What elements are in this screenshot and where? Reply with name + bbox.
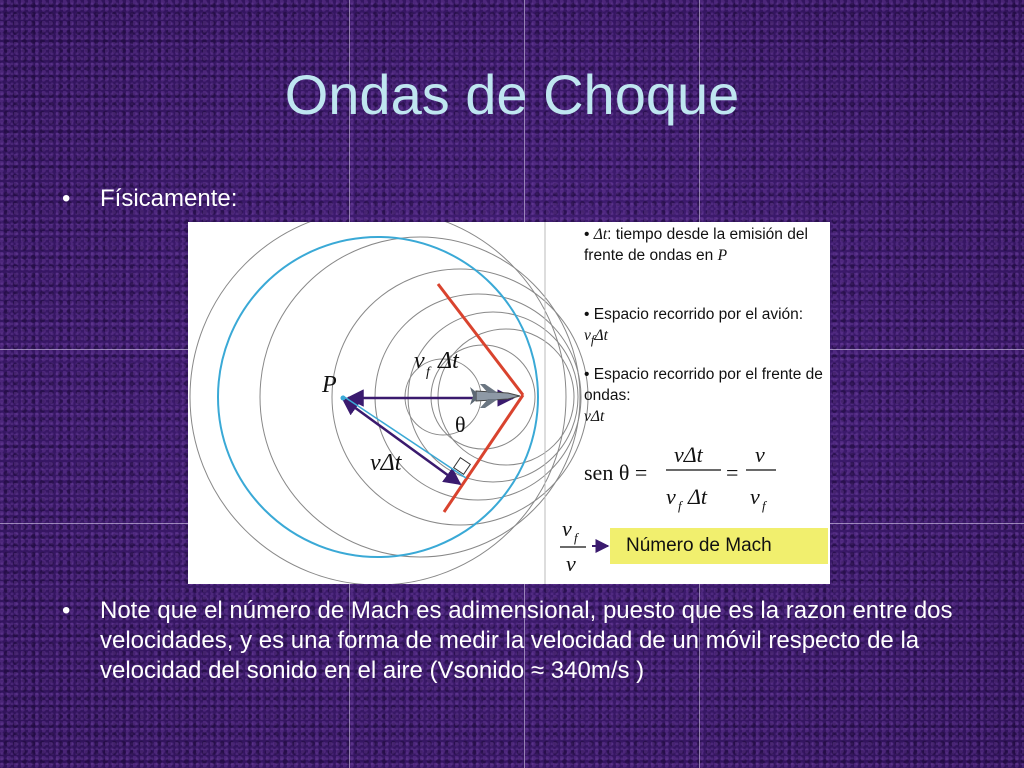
formula-den1-sub: f <box>678 498 682 513</box>
formula-den1-dt: Δt <box>688 484 708 509</box>
point-p-label: P <box>322 372 337 398</box>
note-p: P <box>717 247 728 264</box>
note-text: : tiempo desde la emisión del frente de ondas en <box>584 226 808 264</box>
note-text: • Espacio recorrido por el frente de ondas: <box>584 366 823 404</box>
shock-line-upper <box>438 284 523 395</box>
mach-ratio <box>560 516 586 576</box>
ratio-den: v <box>566 551 576 576</box>
formula-sen: sen θ = <box>584 460 648 485</box>
formula-den2-sub: f <box>762 498 766 513</box>
shock-wave-figure <box>188 222 830 584</box>
dt-label: Δt <box>438 348 459 374</box>
v-dt-label: vΔt <box>370 450 402 476</box>
note-math: v <box>584 327 591 344</box>
formula-num2: v <box>755 442 765 467</box>
point-p-dot <box>341 396 346 401</box>
note-math: vΔt <box>584 408 605 425</box>
wave-circles <box>190 222 588 584</box>
theta-label: θ <box>455 412 466 437</box>
note-sub: f <box>590 332 595 348</box>
note-text: • Espacio recorrido por el avión: <box>584 306 804 323</box>
bullet-item <box>62 184 462 216</box>
bullet-item <box>62 596 972 726</box>
formula-eq: = <box>726 460 739 485</box>
vf-label: v <box>414 348 425 374</box>
note-delta-t: • Δt: tiempo desde la emisión del frente de ondas en P <box>584 226 808 264</box>
ratio-num: v <box>562 516 572 541</box>
ratio-num-sub: f <box>574 530 578 545</box>
note-wave-distance <box>584 364 824 427</box>
slide-title: Ondas de Choque <box>284 63 740 126</box>
v-dt-arrow <box>343 399 460 484</box>
bullet-dot: • <box>62 185 71 212</box>
airplane-icon <box>470 384 520 408</box>
formula-den1: v <box>666 484 676 509</box>
bullet-text: Note que el número de Mach es adimensional, puesto que es la razon entre dos velocidades, y es una forma de medir la velocidad de un móvil respecto de la velocidad del sonido en el aire (Vsonido ≈ 340m/s ) <box>100 597 953 684</box>
sine-formula <box>584 442 776 513</box>
radius-line <box>343 396 466 478</box>
note-symbol: Δt <box>593 226 608 243</box>
formula-num1: vΔt <box>674 442 703 467</box>
vf-sub-label: f <box>426 365 430 380</box>
note-plane-distance <box>584 304 824 350</box>
mach-number-label: Número de Mach <box>610 528 828 564</box>
bullet-text: Físicamente: <box>100 185 238 212</box>
bullet-dot: • <box>62 597 71 624</box>
formula-den2: v <box>750 484 760 509</box>
note-math: Δt <box>594 327 608 344</box>
